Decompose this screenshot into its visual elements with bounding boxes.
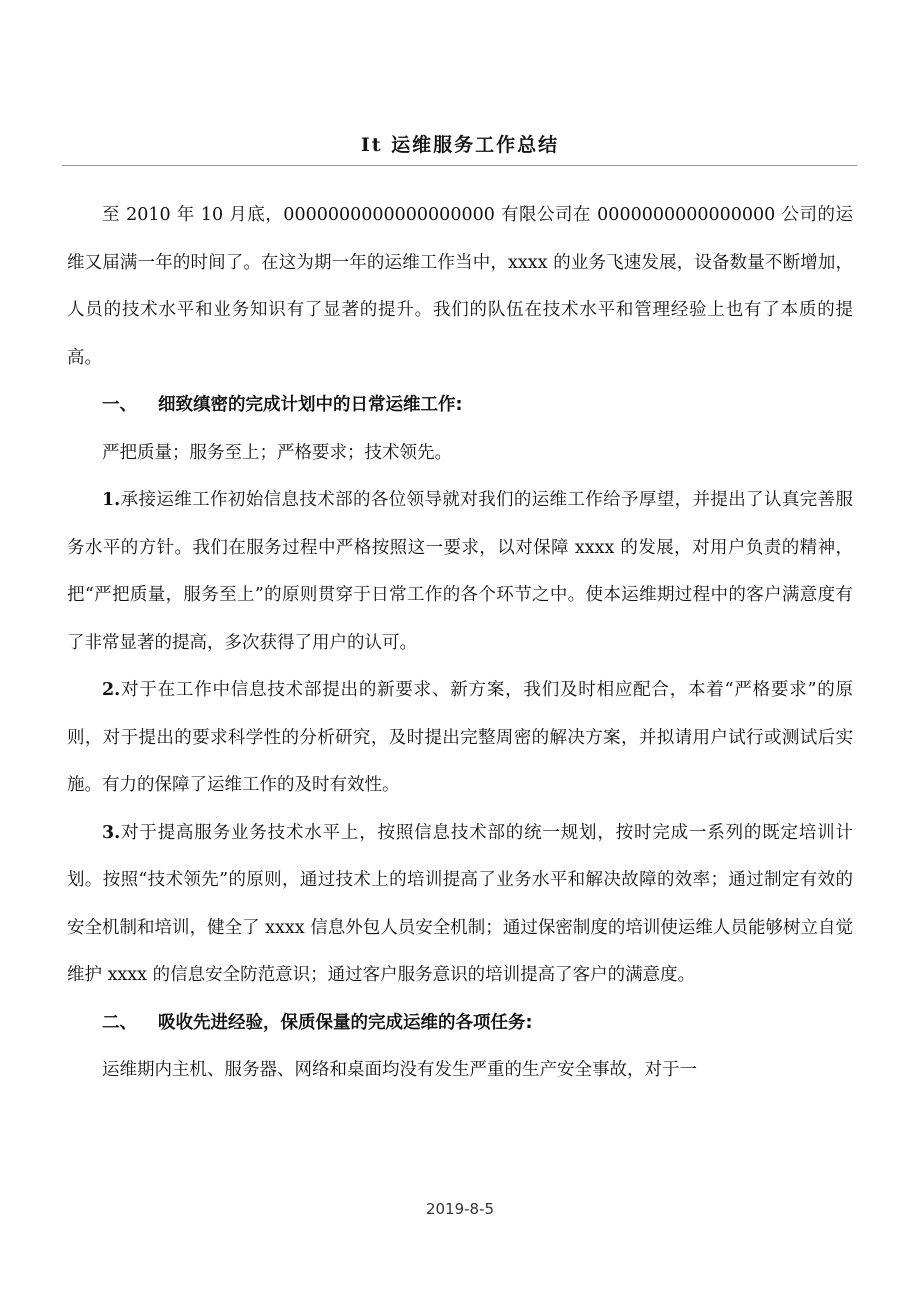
- document-body: [67, 192, 853, 1095]
- item-2-text: 对于在工作中信息技术部提出的新要求、新方案，我们及时相应配合，本着“严格要求”的原则，对于提出的要求科学性的分析研究，及时提出完整周密的解决方案，并拟请用户试行或测试后实施。有力的保障了运维工作的及时有效性。: [67, 680, 853, 795]
- title-divider: [62, 165, 857, 166]
- section-1-motto: 严把质量；服务至上；严格要求；技术领先。: [102, 442, 452, 463]
- footer-date: 2019-8-5: [425, 1200, 495, 1218]
- item-3-number: 3.: [102, 822, 121, 843]
- item-3-paragraph: [67, 810, 853, 1000]
- section-1-number: 一、: [102, 395, 137, 415]
- section-1-heading: [67, 382, 853, 430]
- section-2-paragraph: 运维期内主机、服务器、网络和桌面均没有发生严重的生产安全事故，对于一: [102, 1060, 697, 1080]
- document-title: It 运维服务工作总结: [360, 134, 560, 156]
- section-1-heading-text: 细致缜密的完成计划中的日常运维工作:: [158, 395, 463, 415]
- item-1-paragraph: [67, 477, 853, 667]
- item-2-paragraph: [67, 667, 853, 810]
- item-1-text: 承接运维工作初始信息技术部的各位领导就对我们的运维工作给予厚望，并提出了认真完善服务水平的方针。我们在服务过程中严格按照这一要求，以对保障 xxxx 的发展，对用户负责的精神，把“严把质量，服务至上”的原则贯穿于日常工作的各个环节之中。使本运维期过程中的客户满意度有了非常显著的提高，多次获得了用户的认可。: [67, 490, 853, 653]
- intro-paragraph: 至 2010 年 10 月底，0000000000000000000 有限公司在 0000000000000000 公司的运维又届满一年的时间了。在这为期一年的运维工作当中，xxxx 的业务飞速发展，设备数量不断增加，人员的技术水平和业务知识有了显著的提升。我们的队伍在技术水平和管理经验上也有了本质的提高。: [67, 205, 853, 368]
- item-1-number: 1.: [102, 490, 121, 510]
- item-2-number: 2.: [102, 680, 121, 700]
- section-2-heading-text: 吸收先进经验，保质保量的完成运维的各项任务:: [158, 1012, 533, 1033]
- section-2-heading: [67, 1000, 853, 1048]
- section-2-number: 二、: [102, 1012, 137, 1033]
- item-3-text: 对于提高服务业务技术水平上，按照信息技术部的统一规划，按时完成一系列的既定培训计划。按照“技术领先”的原则，通过技术上的培训提高了业务水平和解决故障的效率；通过制定有效的安全机制和培训，健全了 xxxx 信息外包人员安全机制；通过保密制度的培训使运维人员能够树立自觉维护 xxxx 的信息安全防范意识；通过客户服务意识的培训提高了客户的满意度。: [67, 822, 853, 985]
